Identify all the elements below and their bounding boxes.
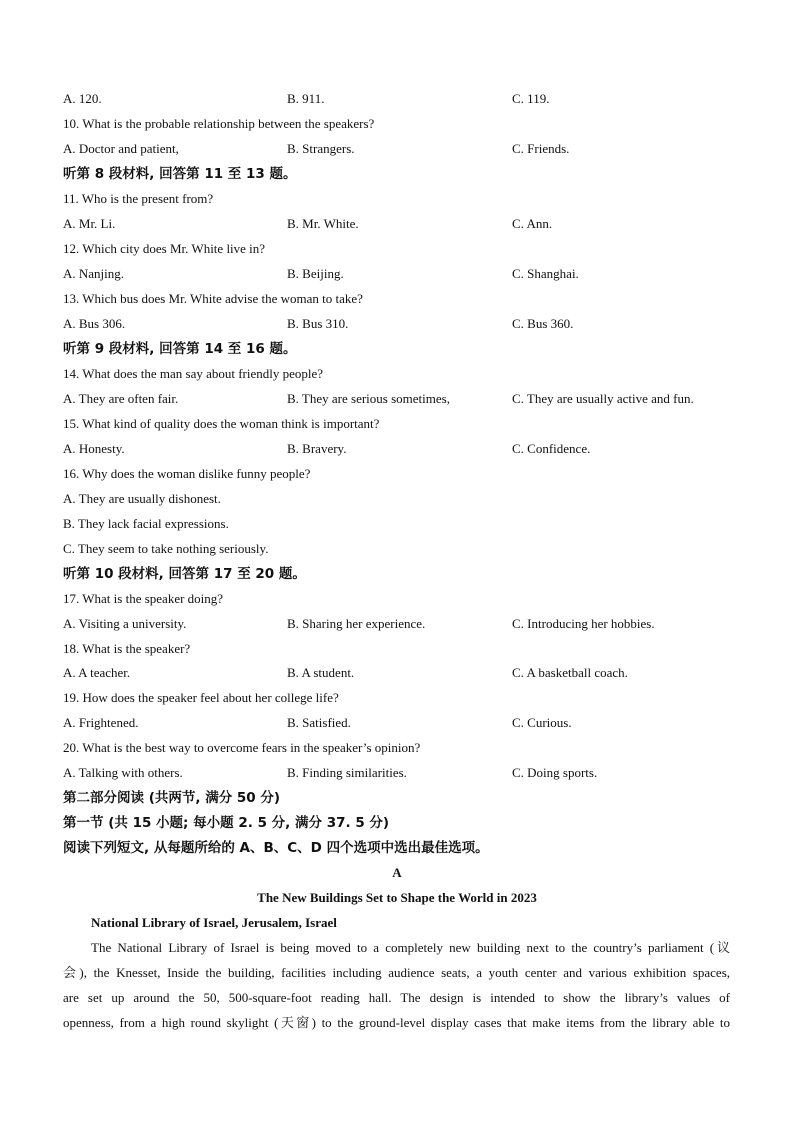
q14-option-a: A. They are often fair. xyxy=(63,391,179,406)
q18-option-c: C. A basketball coach. xyxy=(512,665,628,680)
q16-option-b: B. They lack facial expressions. xyxy=(63,516,229,531)
q19-option-c: C. Curious. xyxy=(512,715,572,730)
q19-option-b: B. Satisfied. xyxy=(287,715,351,730)
section-10-heading: 听第 10 段材料, 回答第 17 至 20 题。 xyxy=(63,566,306,582)
q12-option-a: A. Nanjing. xyxy=(63,266,125,281)
q12-stem: 12. Which city does Mr. White live in? xyxy=(63,241,266,256)
q12-option-b: B. Beijing. xyxy=(287,266,344,281)
q20-option-a: A. Talking with others. xyxy=(63,765,183,780)
q10-option-a: A. Doctor and patient, xyxy=(63,141,179,156)
q18-stem: 18. What is the speaker? xyxy=(63,641,191,656)
q10-option-b: B. Strangers. xyxy=(287,141,355,156)
q13-stem: 13. Which bus does Mr. White advise the woman to take? xyxy=(63,291,363,306)
q12-option-c: C. Shanghai. xyxy=(512,266,579,281)
section-9-heading: 听第 9 段材料, 回答第 14 至 16 题。 xyxy=(63,341,297,357)
part-2-heading: 第二部分阅读 (共两节, 满分 50 分) xyxy=(63,790,281,806)
section-8-heading: 听第 8 段材料, 回答第 11 至 13 题。 xyxy=(63,166,297,182)
q20-option-b: B. Finding similarities. xyxy=(287,765,407,780)
q17-stem: 17. What is the speaker doing? xyxy=(63,591,224,606)
q19-option-a: A. Frightened. xyxy=(63,715,139,730)
q16-option-a: A. They are usually dishonest. xyxy=(63,491,221,506)
q11-option-b: B. Mr. White. xyxy=(287,216,359,231)
q18-option-a: A. A teacher. xyxy=(63,665,131,680)
q20-stem: 20. What is the best way to overcome fears in the speaker’s opinion? xyxy=(63,740,421,755)
q9-option-a: A. 120. xyxy=(63,91,102,106)
passage-line: The National Library of Israel is being moved to a completely new building next to the country’s parliament (议 xyxy=(91,940,730,955)
q13-option-b: B. Bus 310. xyxy=(287,316,349,331)
passage-line: openness, from a high round skylight (天窗) to the ground-level display cases that make items from the library able to xyxy=(63,1015,730,1030)
q15-option-b: B. Bravery. xyxy=(287,441,347,456)
q15-stem: 15. What kind of quality does the woman think is important? xyxy=(63,416,380,431)
q10-stem: 10. What is the probable relationship between the speakers? xyxy=(63,116,375,131)
q11-option-a: A. Mr. Li. xyxy=(63,216,116,231)
q19-stem: 19. How does the speaker feel about her college life? xyxy=(63,690,339,705)
q9-option-c: C. 119. xyxy=(512,91,550,106)
passage-title: The New Buildings Set to Shape the World in 2023 xyxy=(257,890,537,905)
q13-option-a: A. Bus 306. xyxy=(63,316,126,331)
passage-line: are set up around the 50, 500-square-foot reading hall. The design is intended to show the library’s values of xyxy=(63,990,730,1005)
passage-line: 会), the Knesset, Inside the building, facilities including audience seats, a youth center and various exhibition spaces, xyxy=(63,965,730,980)
q20-option-c: C. Doing sports. xyxy=(512,765,598,780)
reading-instruction: 阅读下列短文, 从每题所给的 A、B、C、D 四个选项中选出最佳选项。 xyxy=(63,840,489,856)
q17-option-c: C. Introducing her hobbies. xyxy=(512,616,655,631)
q14-option-b: B. They are serious sometimes, xyxy=(287,391,450,406)
q13-option-c: C. Bus 360. xyxy=(512,316,574,331)
q18-option-b: B. A student. xyxy=(287,665,355,680)
q10-option-c: C. Friends. xyxy=(512,141,570,156)
q15-option-a: A. Honesty. xyxy=(63,441,125,456)
q9-option-b: B. 911. xyxy=(287,91,325,106)
passage-letter: A xyxy=(392,865,402,880)
q14-option-c: C. They are usually active and fun. xyxy=(512,391,694,406)
q14-stem: 14. What does the man say about friendly people? xyxy=(63,366,324,381)
q11-stem: 11. Who is the present from? xyxy=(63,191,214,206)
part-2-section-1-heading: 第一节 (共 15 小题; 每小题 2. 5 分, 满分 37. 5 分) xyxy=(63,815,390,831)
passage-subtitle: National Library of Israel, Jerusalem, Israel xyxy=(91,915,337,930)
q16-stem: 16. Why does the woman dislike funny people? xyxy=(63,466,311,481)
q16-option-c: C. They seem to take nothing seriously. xyxy=(63,541,269,556)
q17-option-a: A. Visiting a university. xyxy=(63,616,187,631)
q11-option-c: C. Ann. xyxy=(512,216,553,231)
q15-option-c: C. Confidence. xyxy=(512,441,591,456)
q17-option-b: B. Sharing her experience. xyxy=(287,616,426,631)
